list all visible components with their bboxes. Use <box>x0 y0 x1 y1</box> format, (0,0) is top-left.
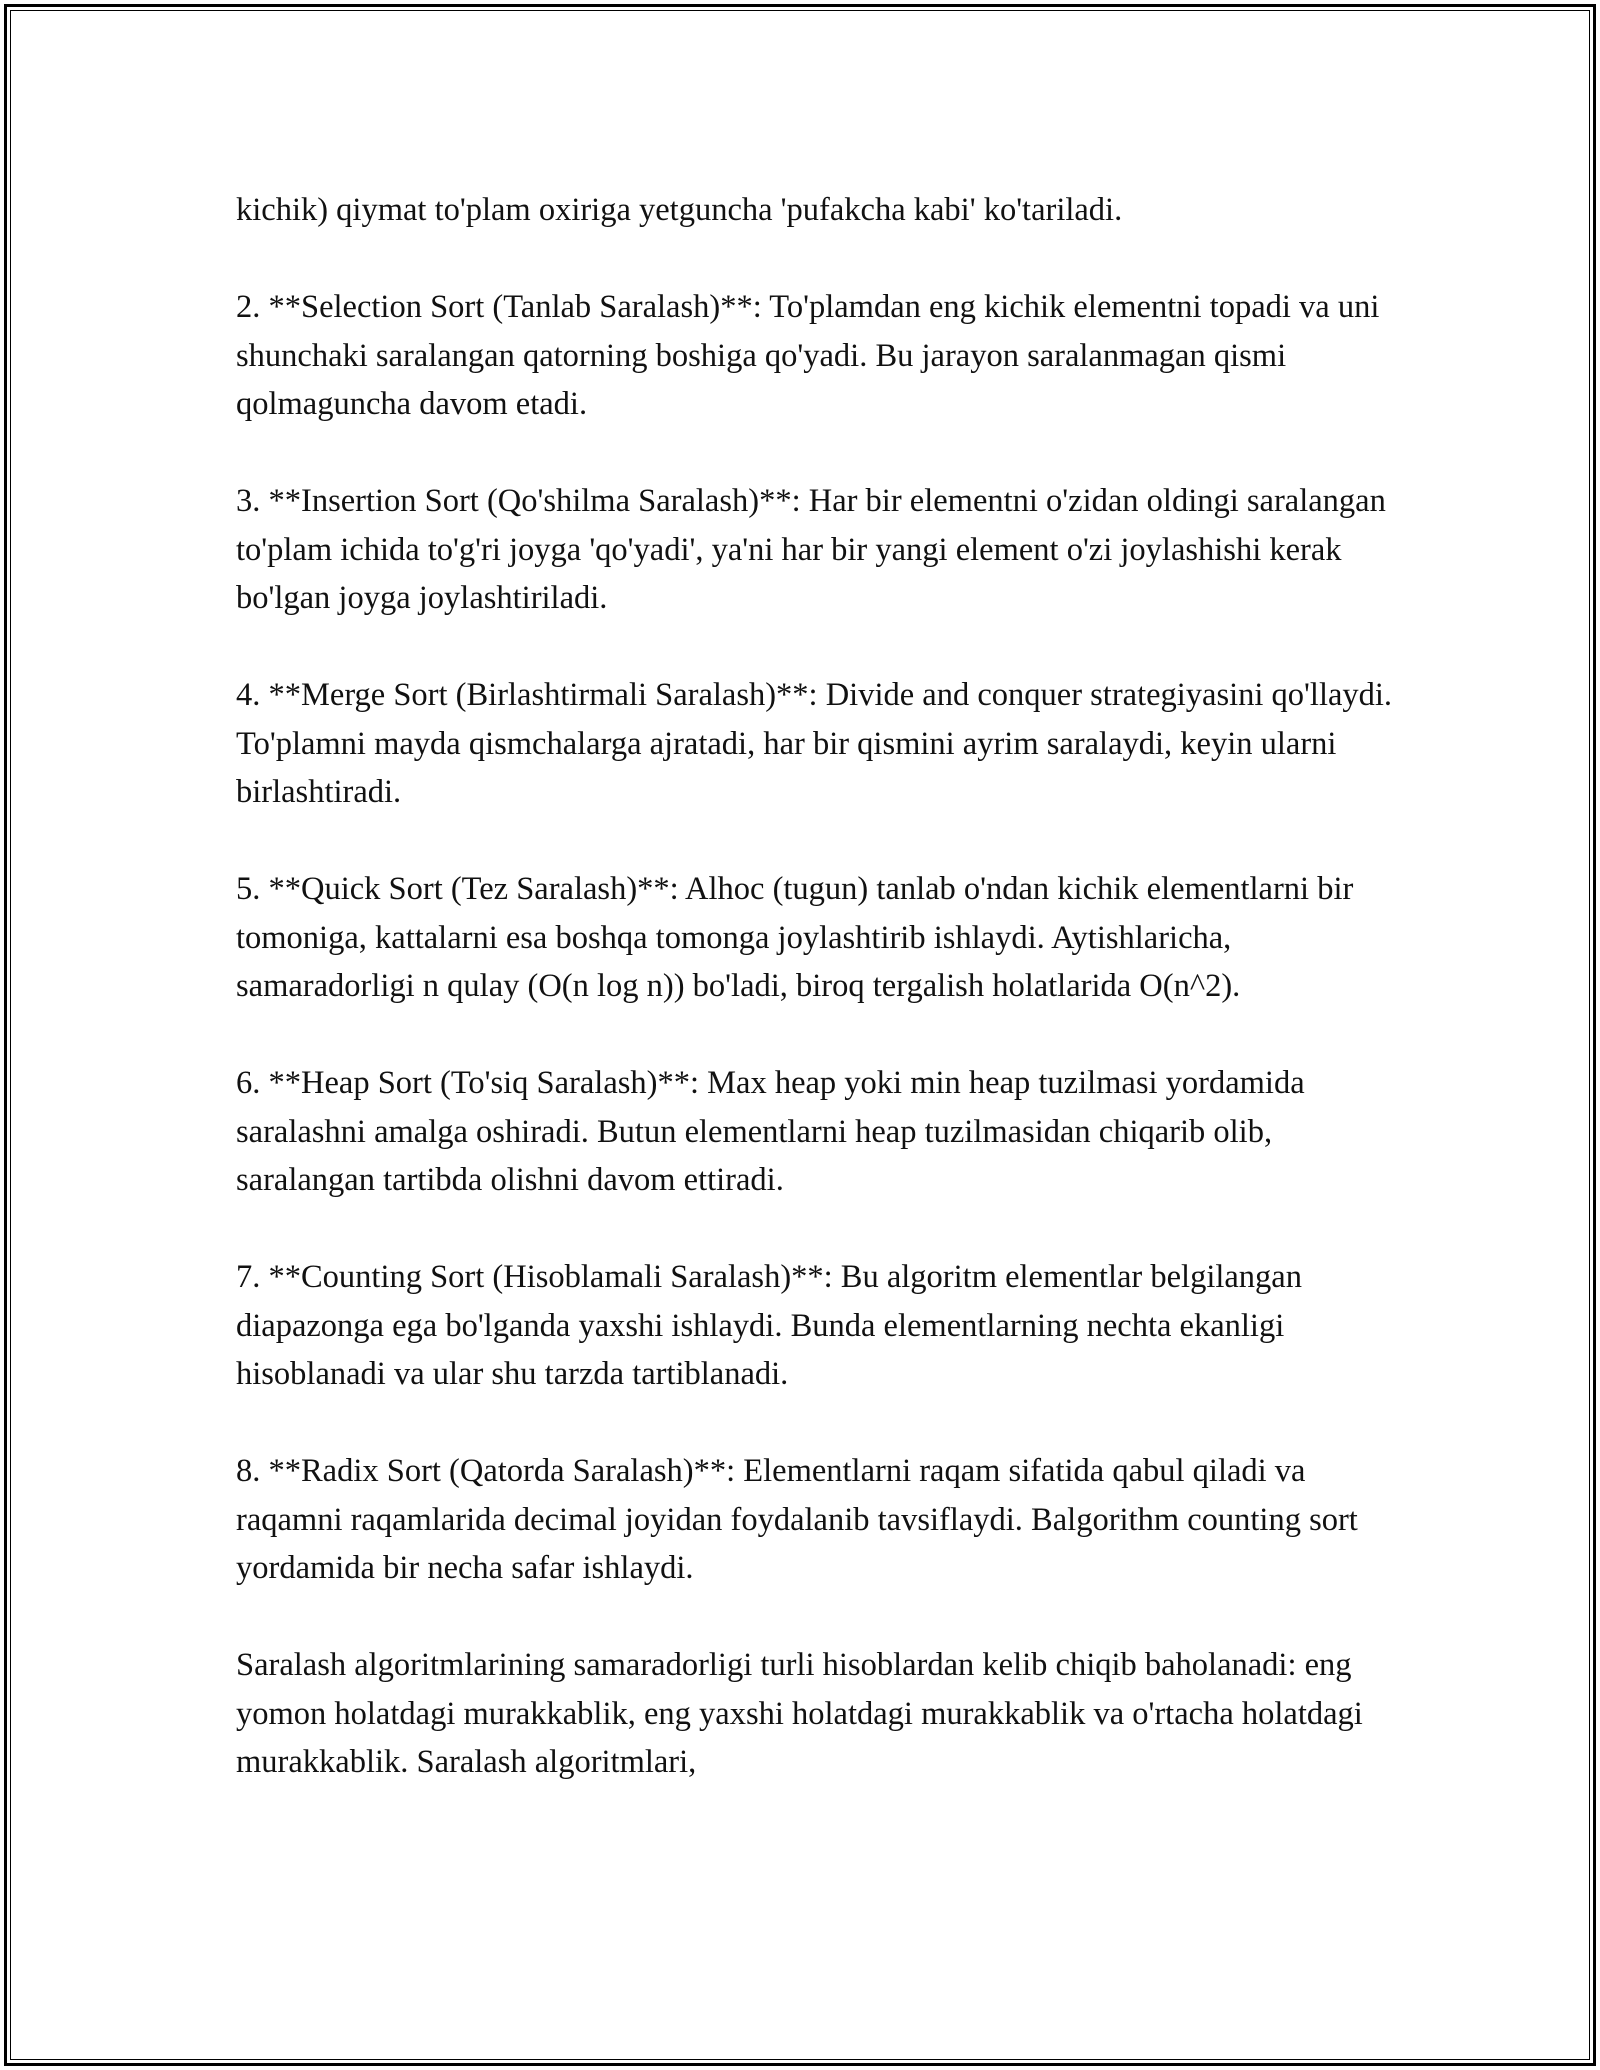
paragraph-efficiency-summary: Saralash algoritmlarining samaradorligi turli hisoblardan kelib chiqib baholanadi: eng yomon holatdagi murakkablik, eng yaxshi holatdagi murakkablik va o'rtacha holatdagi murakkablik. Saralash algoritmlari, <box>236 1647 1363 1780</box>
paragraph-quick-sort: 5. **Quick Sort (Tez Saralash)**: Alhoc (tugun) tanlab o'ndan kichik elementlarni bir tomoniga, kattalarni esa boshqa tomonga joylashtirib ishlaydi. Aytishlaricha, samaradorligi n qulay (O(n log n)) bo'ladi, biroq tergalish holatlarida O(n^2). <box>236 871 1354 1004</box>
paragraph-insertion-sort: 3. **Insertion Sort (Qo'shilma Saralash)**: Har bir elementni o'zidan oldingi saralangan to'plam ichida to'g'ri joyga 'qo'yadi', ya'ni har bir yangi element o'zi joylashishi kerak bo'lgan joyga joylashtiriladi. <box>236 483 1386 616</box>
document-body <box>236 186 1406 1787</box>
paragraph-merge-sort: 4. **Merge Sort (Birlashtirmali Saralash)**: Divide and conquer strategiyasini qo'llaydi. To'plamni mayda qismchalarga ajratadi, har bir qismini ayrim saralaydi, keyin ularni birlashtiradi. <box>236 677 1393 810</box>
paragraph-heap-sort: 6. **Heap Sort (To'siq Saralash)**: Max heap yoki min heap tuzilmasi yordamida saralashni amalga oshiradi. Butun elementlarni heap tuzilmasidan chiqarib olib, saralangan tartibda olishni davom ettiradi. <box>236 1065 1305 1198</box>
paragraph-selection-sort: 2. **Selection Sort (Tanlab Saralash)**: To'plamdan eng kichik elementni topadi va uni shunchaki saralangan qatorning boshiga qo'yadi. Bu jarayon saralanmagan qismi qolmaguncha davom etadi. <box>236 289 1380 422</box>
paragraph-bubble-sort-continuation: kichik) qiymat to'plam oxiriga yetguncha 'pufakcha kabi' ko'tariladi. <box>236 192 1123 228</box>
paragraph-counting-sort: 7. **Counting Sort (Hisoblamali Saralash)**: Bu algoritm elementlar belgilangan diapazonga ega bo'lganda yaxshi ishlaydi. Bunda elementlarning nechta ekanligi hisoblanadi va ular shu tarzda tartiblanadi. <box>236 1259 1302 1392</box>
paragraph-radix-sort: 8. **Radix Sort (Qatorda Saralash)**: Elementlarni raqam sifatida qabul qiladi va raqamni raqamlarida decimal joyidan foydalanib tavsiflaydi. Balgorithm counting sort yordamida bir necha safar ishlaydi. <box>236 1453 1358 1586</box>
